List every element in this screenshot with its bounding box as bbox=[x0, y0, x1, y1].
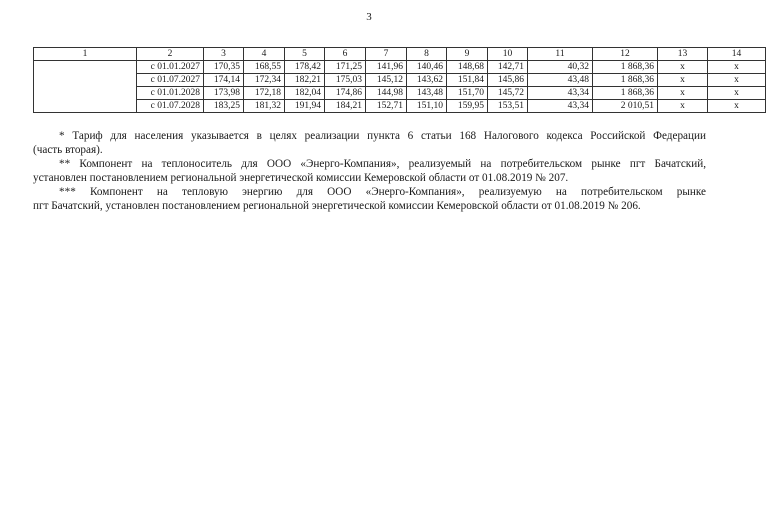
value-cell: 43,48 bbox=[528, 74, 593, 87]
value-cell: х bbox=[658, 100, 708, 113]
footnote-text: * Тариф для населения указывается в целях реализации пункта 6 статьи 168 Налогового кодекса Российской Федерации bbox=[59, 130, 706, 142]
group-cell bbox=[34, 61, 137, 113]
value-cell: х bbox=[708, 100, 766, 113]
column-header: 3 bbox=[204, 48, 244, 61]
period-cell: с 01.07.2027 bbox=[137, 74, 204, 87]
table-row bbox=[34, 100, 766, 113]
value-cell: 145,86 bbox=[488, 74, 528, 87]
footnote-heat-carrier bbox=[33, 157, 706, 185]
value-cell: 178,42 bbox=[285, 61, 325, 74]
value-cell: 143,62 bbox=[407, 74, 447, 87]
value-cell: 170,35 bbox=[204, 61, 244, 74]
value-cell: 183,25 bbox=[204, 100, 244, 113]
table-row bbox=[34, 61, 766, 74]
column-header: 4 bbox=[244, 48, 285, 61]
value-cell: 144,98 bbox=[366, 87, 407, 100]
value-cell: 182,04 bbox=[285, 87, 325, 100]
value-cell: 159,95 bbox=[447, 100, 488, 113]
value-cell: 145,12 bbox=[366, 74, 407, 87]
footnote-text: пгт Бачатский, установлен постановлением региональной энергетической комиссии Кемеровской области от 01.08.2019 № 206. bbox=[33, 200, 641, 212]
value-cell: 181,32 bbox=[244, 100, 285, 113]
column-header: 2 bbox=[137, 48, 204, 61]
column-header: 7 bbox=[366, 48, 407, 61]
column-header: 10 bbox=[488, 48, 528, 61]
value-cell: 40,32 bbox=[528, 61, 593, 74]
value-cell: 143,48 bbox=[407, 87, 447, 100]
value-cell: 191,94 bbox=[285, 100, 325, 113]
value-cell: 43,34 bbox=[528, 87, 593, 100]
value-cell: 151,10 bbox=[407, 100, 447, 113]
value-cell: 174,86 bbox=[325, 87, 366, 100]
value-cell: 152,71 bbox=[366, 100, 407, 113]
column-header: 1 bbox=[34, 48, 137, 61]
footnote-text: ** Компонент на теплоноситель для ООО «Энерго-Компания», реализуемый на потребительском рынке пгт Бачатский, bbox=[59, 158, 706, 170]
value-cell: 1 868,36 bbox=[593, 61, 658, 74]
footnote-heat-energy bbox=[33, 185, 706, 213]
value-cell: х bbox=[658, 74, 708, 87]
value-cell: 173,98 bbox=[204, 87, 244, 100]
period-cell: с 01.07.2028 bbox=[137, 100, 204, 113]
period-cell: с 01.01.2028 bbox=[137, 87, 204, 100]
value-cell: 148,68 bbox=[447, 61, 488, 74]
value-cell: 184,21 bbox=[325, 100, 366, 113]
table-header-row bbox=[34, 48, 766, 61]
table-row bbox=[34, 74, 766, 87]
footnote-tariff bbox=[33, 129, 706, 157]
table-row bbox=[34, 87, 766, 100]
value-cell: 172,18 bbox=[244, 87, 285, 100]
value-cell: 140,46 bbox=[407, 61, 447, 74]
tariff-table bbox=[33, 47, 766, 113]
column-header: 12 bbox=[593, 48, 658, 61]
footnotes bbox=[33, 129, 706, 213]
value-cell: 2 010,51 bbox=[593, 100, 658, 113]
value-cell: 1 868,36 bbox=[593, 74, 658, 87]
column-header: 8 bbox=[407, 48, 447, 61]
value-cell: 141,96 bbox=[366, 61, 407, 74]
footnote-text: установлен постановлением региональной энергетической комиссии Кемеровской области от 01.08.2019 № 207. bbox=[33, 172, 569, 184]
value-cell: 151,70 bbox=[447, 87, 488, 100]
page-number: 3 bbox=[366, 11, 372, 23]
column-header: 5 bbox=[285, 48, 325, 61]
value-cell: 145,72 bbox=[488, 87, 528, 100]
value-cell: 182,21 bbox=[285, 74, 325, 87]
column-header: 13 bbox=[658, 48, 708, 61]
value-cell: х bbox=[708, 87, 766, 100]
footnote-text: (часть вторая). bbox=[33, 144, 103, 156]
value-cell: х bbox=[658, 61, 708, 74]
footnote-text: *** Компонент на тепловую энергию для ООО «Энерго-Компания», реализуемую на потребительском рынке bbox=[59, 186, 706, 198]
value-cell: х bbox=[708, 61, 766, 74]
column-header: 9 bbox=[447, 48, 488, 61]
value-cell: 151,84 bbox=[447, 74, 488, 87]
value-cell: 168,55 bbox=[244, 61, 285, 74]
value-cell: 1 868,36 bbox=[593, 87, 658, 100]
value-cell: 43,34 bbox=[528, 100, 593, 113]
value-cell: 174,14 bbox=[204, 74, 244, 87]
value-cell: 172,34 bbox=[244, 74, 285, 87]
value-cell: 153,51 bbox=[488, 100, 528, 113]
value-cell: х bbox=[658, 87, 708, 100]
column-header: 14 bbox=[708, 48, 766, 61]
period-cell: с 01.01.2027 bbox=[137, 61, 204, 74]
column-header: 11 bbox=[528, 48, 593, 61]
value-cell: х bbox=[708, 74, 766, 87]
column-header: 6 bbox=[325, 48, 366, 61]
value-cell: 175,03 bbox=[325, 74, 366, 87]
value-cell: 142,71 bbox=[488, 61, 528, 74]
value-cell: 171,25 bbox=[325, 61, 366, 74]
